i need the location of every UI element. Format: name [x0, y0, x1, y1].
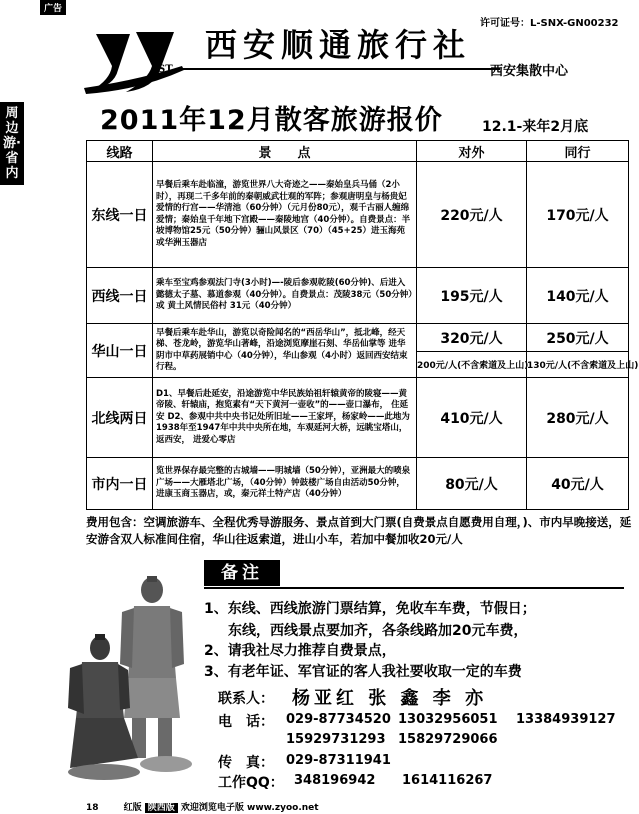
qq-number[interactable]: 348196942 [294, 773, 376, 788]
route-spots: 早餐后乘车赴临潼，游览世界八大奇迹之——秦始皇兵马俑（2小时），再现二千多年前的秦朝威武壮观的军阵；参观唐明皇与杨贵妃爱情的行宫——华清池（60分钟）（元月份80元），观千古丽人缠绵爱情；秦始皇千年地下宫殿——秦陵地宫（40分钟）。自费景点：半坡博物馆25元（50分钟）骊山风景区（70）（45+25）进玉海苑或华洲玉器店 [153, 162, 417, 268]
table-row [87, 268, 629, 324]
phone-number[interactable]: 15929731293 [286, 732, 386, 747]
fee-includes: 费用包含：空调旅游车、全程优秀导游服务、景点首到大门票(自费景点自愿费用自理，)、市内早晚接送，延安游含双人标准间住宿，华山往返索道，进山小车，若加中餐加收20元/人 [86, 515, 632, 546]
qq-label: 工作QQ： [218, 775, 284, 791]
table-row [87, 324, 629, 352]
table-row [87, 458, 629, 510]
peer-price: 280元/人 [527, 378, 629, 458]
remarks-divider [204, 587, 624, 589]
public-price: 410元/人 [417, 378, 527, 458]
phone-number[interactable]: 029-87734520 [286, 712, 391, 727]
phone-number[interactable]: 15829729066 [398, 732, 498, 747]
header-divider [180, 68, 500, 70]
sidebar-category-label: 周边游·省内 [0, 102, 24, 185]
route-spots: 览世界保存最完整的古城墙——明城墙（50分钟），亚洲最大的喷泉广场——大雁塔北广场，（40分钟）钟鼓楼广场自由活动50分钟，进康玉商玉器店，或，秦元祥土特产店（40分钟） [153, 458, 417, 510]
table-row [87, 162, 629, 268]
route-name: 东线一日 [87, 162, 153, 268]
header-public-price: 对外 [417, 141, 527, 162]
ad-tag: 广告 [40, 0, 66, 15]
remark-item: 东线，西线景点要加齐，各条线路加20元车费， [228, 623, 528, 639]
terracotta-warriors-icon [62, 568, 202, 788]
route-spots: 乘车至宝鸡参观法门寺(3小时)—-陵后参观乾陵(60分钟)、后进入懿德太子墓、慕道参观（40分钟）。自费景点：茂陵38元（50分钟）或 黄土风情民俗村 31元（40分钟） [153, 268, 417, 324]
contact-people-label: 联系人： [218, 691, 274, 707]
route-name: 北线两日 [87, 378, 153, 458]
public-price: 220元/人 [417, 162, 527, 268]
permit-number: 许可证号：L-SNX-GN00232 [480, 18, 619, 29]
route-name: 西线一日 [87, 268, 153, 324]
branch-name: 西安集散中心 [490, 64, 569, 79]
price-table [86, 140, 639, 510]
peer-price: 250元/人 [527, 324, 629, 352]
route-spots: 早餐后乘车赴华山，游览以奇险闻名的“西岳华山”，抵北峰，经天梯、苍龙岭，游览华山著峰，沿途浏览摩崖石刻、华岳仙掌等 进华阴市中草药展销中心（40分钟），华山参观（4小时）返回西安结束行程。 [153, 324, 417, 378]
phone-label: 电 话： [218, 714, 274, 730]
peer-price: 40元/人 [527, 458, 629, 510]
page-number: 18 [86, 803, 99, 813]
table-header-row [87, 141, 629, 162]
header-peer-price: 同行 [527, 141, 629, 162]
public-price-without-cableway: 200元/人(不含索道及上山) [417, 352, 527, 378]
route-spots: D1、早餐后赴延安，沿途游览中华民族始祖轩辕黄帝的陵寝——黄帝陵、轩辕庙，抱览素有“天下黄河一壶收”的——壶口瀑布， 住延安 D2、参观中共中央书记处所旧址——王家坪，杨家岭——此地为1938年至1947年中共中央所在地，车观延河大桥，远眺宝塔山，返西安， 进爱心零店 [153, 378, 417, 458]
header-spots: 景 点 [153, 141, 417, 162]
fax-number[interactable]: 029-87311941 [286, 753, 391, 768]
logo-mark-text: ST [158, 64, 173, 75]
remark-item: 2、请我社尽力推荐自费景点， [204, 643, 396, 659]
route-name: 华山一日 [87, 324, 153, 378]
public-price: 320元/人 [417, 324, 527, 352]
company-logo-icon [78, 26, 188, 96]
header-route: 线路 [87, 141, 153, 162]
company-name: 西安顺通旅行社 [205, 26, 472, 64]
peer-price: 170元/人 [527, 162, 629, 268]
remarks-title: 备注 [204, 560, 280, 586]
peer-price: 140元/人 [527, 268, 629, 324]
qq-number[interactable]: 1614116267 [402, 773, 493, 788]
page-title: 2011年12月散客旅游报价 [100, 105, 443, 136]
brand-badge: 陕西版 [145, 803, 178, 813]
peer-price-without-cableway: 130元/人(不含索道及上山) [527, 352, 629, 378]
price-period: 12.1-来年2月底 [482, 119, 589, 135]
public-price: 195元/人 [417, 268, 527, 324]
edition-label: 红版 [123, 803, 142, 813]
table-row [87, 378, 629, 458]
website-text[interactable]: 欢迎浏览电子版 www.zyoo.net [180, 803, 319, 813]
public-price: 80元/人 [417, 458, 527, 510]
remark-item: 3、有老年证、军官证的客人我社要收取一定的车费 [204, 664, 522, 680]
footer [86, 800, 319, 813]
phone-number[interactable]: 13384939127 [516, 712, 616, 727]
remark-item: 1、东线、西线旅游门票结算，免收车车费，节假日； [204, 601, 536, 617]
route-name: 市内一日 [87, 458, 153, 510]
fax-label: 传 真： [218, 755, 274, 771]
contact-people: 杨亚红 张 鑫 李 亦 [292, 688, 488, 709]
phone-number[interactable]: 13032956051 [398, 712, 498, 727]
